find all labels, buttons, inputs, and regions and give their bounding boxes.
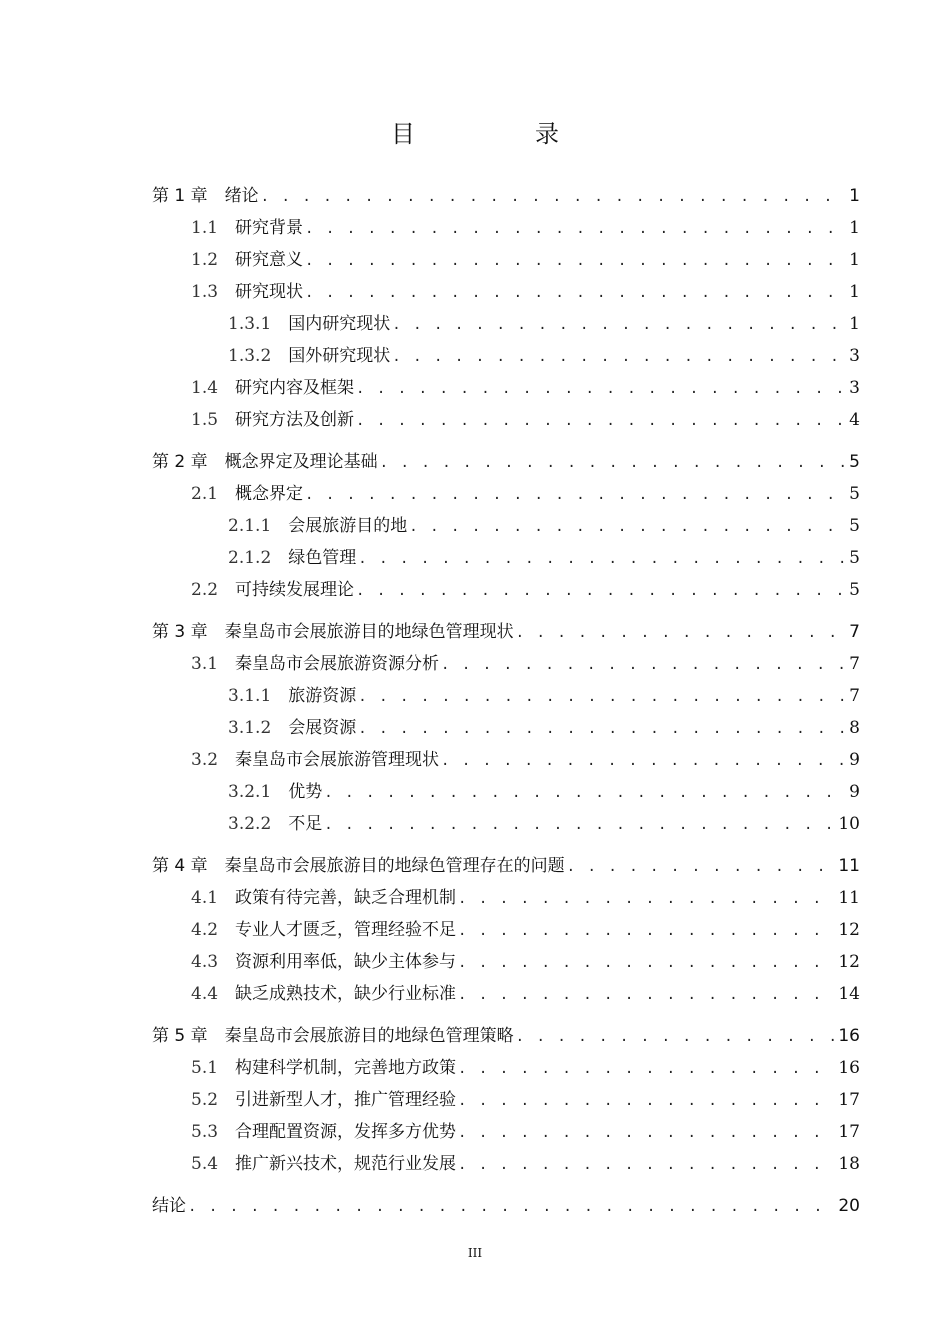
- toc-entry-label: 国内研究现状: [288, 314, 391, 334]
- toc-entry-label: 绪论: [224, 186, 259, 206]
- page-title: 目 录: [391, 120, 607, 148]
- toc-entry[interactable]: [152, 713, 860, 739]
- toc-entry-page: 20: [838, 1196, 860, 1216]
- toc-entry-label: 专业人才匮乏，管理经验不足: [235, 920, 457, 940]
- toc-entry[interactable]: [152, 1117, 860, 1143]
- toc-entry-label: 研究内容及框架: [235, 378, 355, 398]
- toc-entry[interactable]: [152, 681, 860, 707]
- toc-entry-page: 3: [849, 378, 860, 398]
- toc-entry-label: 绿色管理: [288, 548, 357, 568]
- toc-entry-page: 1: [849, 250, 860, 270]
- toc-entry[interactable]: [152, 479, 860, 505]
- toc-entry-label: 不足: [288, 814, 323, 834]
- toc-entry[interactable]: [152, 1191, 860, 1217]
- toc-entry-number: 2.1: [191, 484, 236, 504]
- toc-entry-number: 3.2: [191, 750, 236, 770]
- toc-leader-dots: [358, 687, 847, 707]
- toc-entry-number: 第 1 章: [152, 186, 225, 206]
- toc-entry-label: 秦皇岛市会展旅游目的地绿色管理现状: [224, 622, 514, 642]
- toc-entry-number: 3.2.2: [228, 814, 289, 834]
- toc-entry-label: 引进新型人才，推广管理经验: [235, 1090, 457, 1110]
- toc-entry-number: 2.2: [191, 580, 236, 600]
- toc-entry-page: 1: [849, 282, 860, 302]
- toc-entry[interactable]: [152, 543, 860, 569]
- toc-entry-number: 2.1.1: [228, 516, 289, 536]
- toc-leader-dots: [409, 517, 847, 537]
- toc-leader-dots: [392, 347, 847, 367]
- toc-leader-dots: [305, 283, 847, 303]
- toc-entry-page: 17: [838, 1122, 860, 1142]
- toc-leader-dots: [356, 581, 847, 601]
- toc-entry-page: 1: [849, 314, 860, 334]
- toc-entry-label: 资源利用率低，缺少主体参与: [235, 952, 457, 972]
- toc-entry-page: 7: [849, 654, 860, 674]
- toc-leader-dots: [458, 953, 836, 973]
- toc-entry-number: 第 4 章: [152, 856, 225, 876]
- toc-entry[interactable]: [152, 309, 860, 335]
- toc-entry[interactable]: [152, 851, 860, 877]
- toc-leader-dots: [441, 655, 847, 675]
- toc-entry-page: 16: [838, 1026, 860, 1046]
- toc-entry-number: 2.1.2: [228, 548, 289, 568]
- toc-entry-page: 5: [849, 516, 860, 536]
- toc-leader-dots: [305, 485, 847, 505]
- toc-entry-number: 4.1: [191, 888, 236, 908]
- toc-entry[interactable]: [152, 1149, 860, 1175]
- toc-entry-number: 第 3 章: [152, 622, 225, 642]
- toc-entry-number: 第 2 章: [152, 452, 225, 472]
- toc-entry-number: 1.4: [191, 378, 236, 398]
- toc-entry[interactable]: [152, 1021, 860, 1047]
- toc-entry-label: 秦皇岛市会展旅游目的地绿色管理存在的问题: [224, 856, 565, 876]
- toc-entry[interactable]: [152, 373, 860, 399]
- toc-entry-number: 3.2.1: [228, 782, 289, 802]
- toc-entry-page: 8: [849, 718, 860, 738]
- toc-entry[interactable]: [152, 1053, 860, 1079]
- toc-entry-number: 1.3: [191, 282, 236, 302]
- toc-entry[interactable]: [152, 883, 860, 909]
- toc-entry-label: 秦皇岛市会展旅游资源分析: [235, 654, 440, 674]
- toc-entry-label: 会展旅游目的地: [288, 516, 408, 536]
- toc-entry-page: 12: [838, 920, 860, 940]
- toc-entry-page: 5: [849, 452, 860, 472]
- toc-entry-page: 1: [849, 218, 860, 238]
- toc-entry[interactable]: [152, 511, 860, 537]
- toc-entry-number: 4.3: [191, 952, 236, 972]
- toc-entry-number: 第 5 章: [152, 1026, 225, 1046]
- toc-entry-number: 1.5: [191, 410, 236, 430]
- toc-entry[interactable]: [152, 405, 860, 431]
- toc-entry[interactable]: [152, 947, 860, 973]
- toc-entry-page: 5: [849, 548, 860, 568]
- toc-entry-page: 7: [849, 686, 860, 706]
- toc-entry-label: 研究意义: [235, 250, 304, 270]
- toc-leader-dots: [392, 315, 847, 335]
- toc-entry-page: 7: [849, 622, 860, 642]
- toc-entry-number: 5.2: [191, 1090, 236, 1110]
- toc-entry[interactable]: [152, 1085, 860, 1111]
- toc-entry-label: 研究现状: [235, 282, 304, 302]
- toc-entry-label: 构建科学机制，完善地方政策: [235, 1058, 457, 1078]
- toc-entry-number: 4.2: [191, 920, 236, 940]
- toc-entry[interactable]: [152, 649, 860, 675]
- toc-entry-label: 缺乏成熟技术，缺少行业标准: [235, 984, 457, 1004]
- toc-entry[interactable]: [152, 575, 860, 601]
- toc-entry[interactable]: [152, 245, 860, 271]
- toc-entry-page: 11: [838, 888, 860, 908]
- toc-entry-label: 国外研究现状: [288, 346, 391, 366]
- toc-entry-label: 政策有待完善，缺乏合理机制: [235, 888, 457, 908]
- toc-entry-label: 旅游资源: [288, 686, 357, 706]
- toc-entry[interactable]: [152, 979, 860, 1005]
- toc-entry[interactable]: [152, 745, 860, 771]
- toc-entry-number: 1.1: [191, 218, 236, 238]
- toc-entry-number: 4.4: [191, 984, 236, 1004]
- toc-leader-dots: [458, 985, 836, 1005]
- toc-entry-number: 1.3.1: [228, 314, 289, 334]
- toc-entry-number: 3.1.2: [228, 718, 289, 738]
- toc-entry[interactable]: [152, 617, 860, 643]
- toc-leader-dots: [458, 1091, 836, 1111]
- toc-leader-dots: [305, 251, 847, 271]
- toc-entry-number: 5.3: [191, 1122, 236, 1142]
- toc-leader-dots: [516, 623, 848, 643]
- toc-leader-dots: [441, 751, 847, 771]
- toc-leader-dots: [458, 921, 836, 941]
- toc-entry-number: 5.4: [191, 1154, 236, 1174]
- toc-leader-dots: [358, 719, 847, 739]
- toc-entry-page: 14: [838, 984, 860, 1004]
- toc-entry[interactable]: [152, 447, 860, 473]
- toc-entry-page: 17: [838, 1090, 860, 1110]
- toc-leader-dots: [358, 549, 847, 569]
- toc-entry-page: 9: [849, 750, 860, 770]
- toc-entry-label: 优势: [288, 782, 323, 802]
- toc-entry-page: 4: [849, 410, 860, 430]
- toc-entry[interactable]: [152, 777, 860, 803]
- toc-entry-page: 10: [838, 814, 860, 834]
- toc-entry-page: 12: [838, 952, 860, 972]
- toc-entry[interactable]: [152, 277, 860, 303]
- toc-entry-page: 1: [849, 186, 860, 206]
- toc-entry-page: 3: [849, 346, 860, 366]
- page-number: III: [467, 1246, 483, 1260]
- toc-leader-dots: [458, 1059, 836, 1079]
- toc-entry[interactable]: [152, 915, 860, 941]
- toc-entry-label: 会展资源: [288, 718, 357, 738]
- toc-entry-label: 概念界定: [235, 484, 304, 504]
- toc-leader-dots: [567, 857, 837, 877]
- toc-leader-dots: [458, 889, 836, 909]
- toc-leader-dots: [458, 1123, 836, 1143]
- toc-leader-dots: [305, 219, 847, 239]
- toc-entry-label: 推广新兴技术，规范行业发展: [235, 1154, 457, 1174]
- toc-entry-label: 结论: [152, 1196, 186, 1216]
- toc-entry-number: 5.1: [191, 1058, 236, 1078]
- toc-entry-label: 秦皇岛市会展旅游管理现状: [235, 750, 440, 770]
- toc-entry[interactable]: [152, 213, 860, 239]
- toc-entry-page: 5: [849, 484, 860, 504]
- toc-entry-number: 3.1: [191, 654, 236, 674]
- toc-leader-dots: [516, 1027, 837, 1047]
- toc-entry-label: 概念界定及理论基础: [224, 452, 378, 472]
- toc-entry-page: 16: [838, 1058, 860, 1078]
- toc-entry-label: 秦皇岛市会展旅游目的地绿色管理策略: [224, 1026, 514, 1046]
- toc-leader-dots: [261, 187, 848, 207]
- toc-leader-dots: [380, 453, 848, 473]
- toc-leader-dots: [356, 411, 847, 431]
- toc-leader-dots: [188, 1197, 836, 1217]
- toc-entry[interactable]: [152, 809, 860, 835]
- toc-leader-dots: [458, 1155, 836, 1175]
- toc-entry-page: 9: [849, 782, 860, 802]
- toc-entry-page: 11: [838, 856, 860, 876]
- toc-entry[interactable]: [152, 341, 860, 367]
- toc-leader-dots: [324, 815, 836, 835]
- toc-entry-number: 3.1.1: [228, 686, 289, 706]
- toc-entry-number: 1.2: [191, 250, 236, 270]
- toc-entry-number: 1.3.2: [228, 346, 289, 366]
- toc-entry-label: 合理配置资源，发挥多方优势: [235, 1122, 457, 1142]
- toc-entry-label: 研究背景: [235, 218, 304, 238]
- toc-leader-dots: [356, 379, 847, 399]
- toc-leader-dots: [324, 783, 847, 803]
- toc-entry-label: 研究方法及创新: [235, 410, 355, 430]
- toc-entry-page: 5: [849, 580, 860, 600]
- toc-entry-label: 可持续发展理论: [235, 580, 355, 600]
- toc-entry-page: 18: [838, 1154, 860, 1174]
- toc-entry[interactable]: [152, 181, 860, 207]
